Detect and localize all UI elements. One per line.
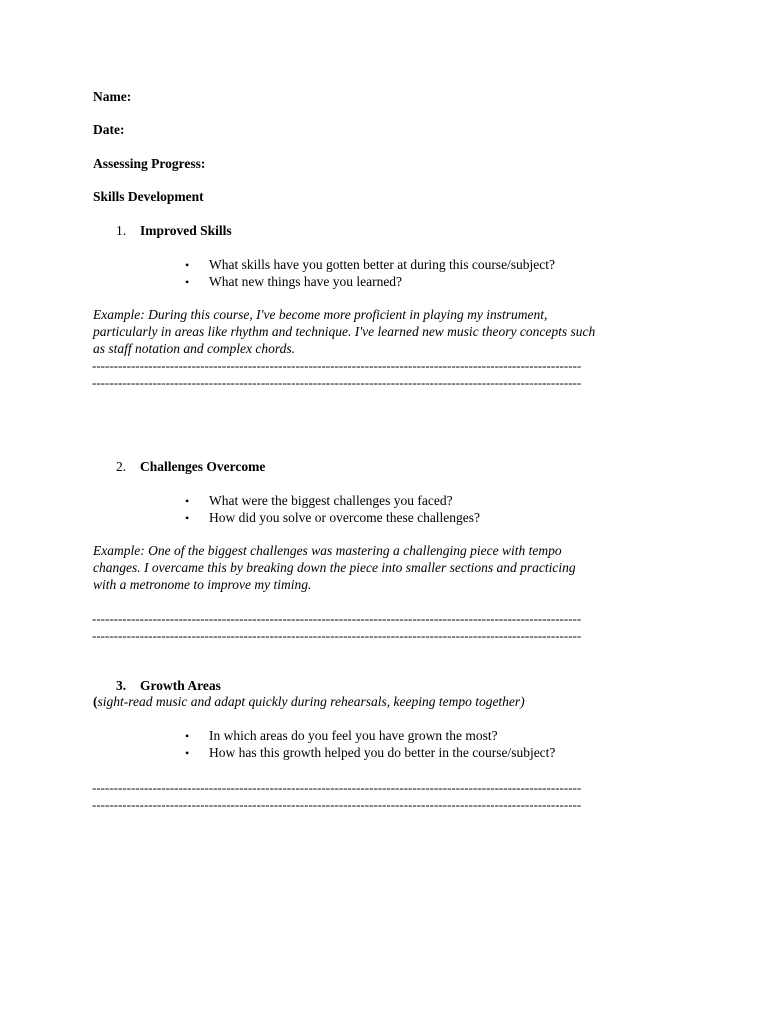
- section-1-heading: [116, 222, 232, 239]
- example-line: as staff notation and complex chords.: [93, 341, 295, 356]
- answer-line: -----------------------------------------------------------------------------------------------------------------: [92, 358, 582, 373]
- section-3-bullet-2: [185, 744, 555, 762]
- section-1-number: 1.: [116, 223, 127, 238]
- paren-open: (: [93, 694, 98, 709]
- section-3-bullet-1: [185, 727, 498, 745]
- answer-line: -----------------------------------------------------------------------------------------------------------------: [92, 797, 582, 812]
- bullet-text: What new things have you learned?: [209, 274, 403, 289]
- date-label: Date:: [93, 122, 125, 137]
- bullet-icon: •: [185, 746, 190, 760]
- section-2-bullet-2: [185, 509, 480, 527]
- bullet-icon: •: [185, 494, 190, 508]
- section-1-example: [93, 306, 683, 357]
- section-2-heading: [116, 458, 265, 475]
- example-line: Example: One of the biggest challenges was mastering a challenging piece with tempo: [93, 543, 562, 558]
- answer-line: -----------------------------------------------------------------------------------------------------------------: [92, 628, 582, 643]
- section-3-heading: [116, 677, 221, 694]
- section-3-subtitle: [93, 693, 525, 710]
- example-line: changes. I overcame this by breaking down the piece into smaller sections and practicing: [93, 560, 576, 575]
- bullet-text: How did you solve or overcome these challenges?: [209, 510, 481, 525]
- assessing-progress-label: Assessing Progress:: [93, 156, 206, 171]
- bullet-text: How has this growth helped you do better in the course/subject?: [209, 745, 556, 760]
- section-2-bullet-1: [185, 492, 453, 510]
- bullet-icon: •: [185, 258, 190, 272]
- section-1-bullet-2: [185, 273, 402, 291]
- section-3-title: Growth Areas: [140, 678, 221, 693]
- section-2-number: 2.: [116, 459, 127, 474]
- section-1-bullet-1: [185, 256, 555, 274]
- example-line: particularly in areas like rhythm and technique. I've learned new music theory concepts such: [93, 324, 596, 339]
- section-3-number: 3.: [116, 678, 127, 693]
- skills-development-heading: Skills Development: [93, 189, 204, 204]
- bullet-text: In which areas do you feel you have grown the most?: [209, 728, 498, 743]
- example-line: with a metronome to improve my timing.: [93, 577, 312, 592]
- bullet-icon: •: [185, 511, 190, 525]
- answer-line: -----------------------------------------------------------------------------------------------------------------: [92, 611, 582, 626]
- section-2-example: [93, 542, 683, 593]
- subtitle-text: sight-read music and adapt quickly during rehearsals, keeping tempo together): [97, 694, 525, 709]
- name-label: Name:: [93, 89, 132, 104]
- bullet-icon: •: [185, 729, 190, 743]
- bullet-text: What were the biggest challenges you faced?: [209, 493, 453, 508]
- answer-line: -----------------------------------------------------------------------------------------------------------------: [92, 375, 582, 390]
- section-2-title: Challenges Overcome: [140, 459, 266, 474]
- answer-line: -----------------------------------------------------------------------------------------------------------------: [92, 780, 582, 795]
- bullet-icon: •: [185, 275, 190, 289]
- section-1-title: Improved Skills: [140, 223, 232, 238]
- bullet-text: What skills have you gotten better at during this course/subject?: [209, 257, 556, 272]
- example-line: Example: During this course, I've become more proficient in playing my instrument,: [93, 307, 548, 322]
